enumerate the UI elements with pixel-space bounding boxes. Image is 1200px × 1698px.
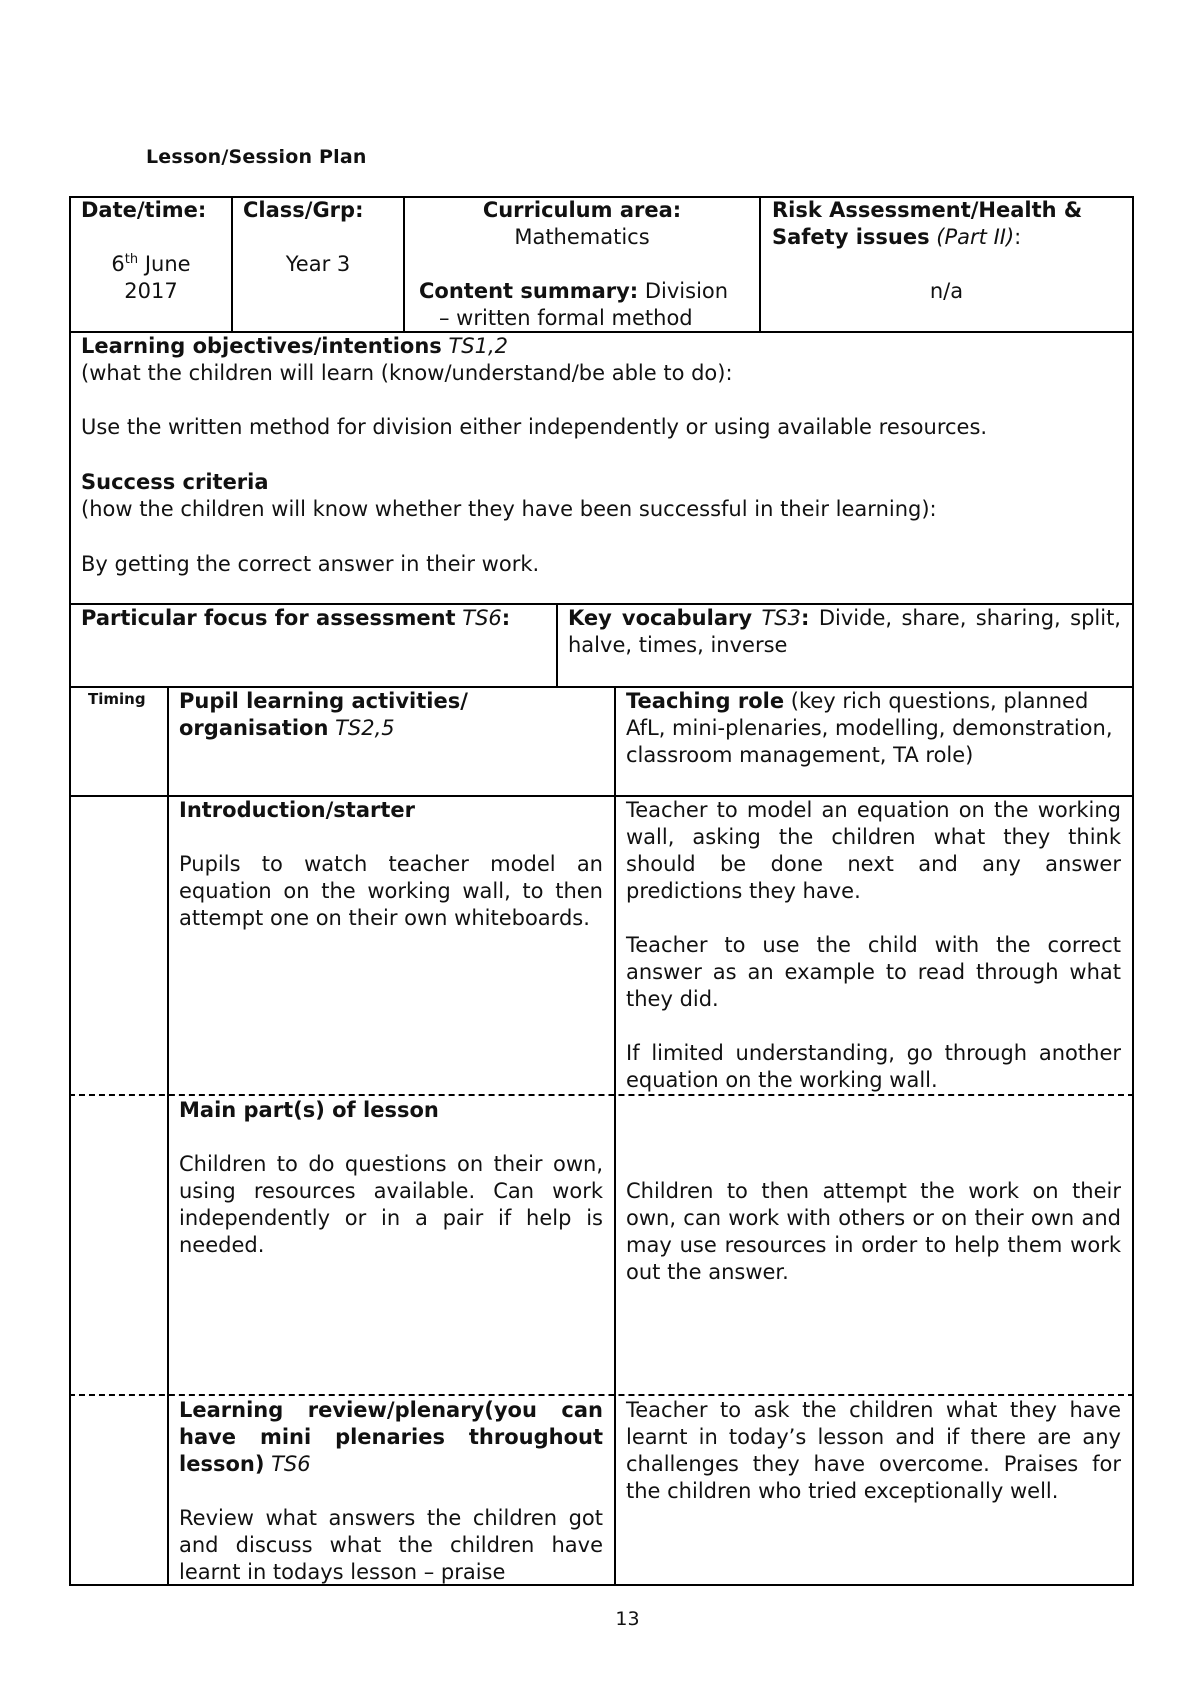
divider: [556, 603, 558, 687]
objectives-prompt: (what the children will learn (know/understand/be able to do):: [81, 361, 733, 385]
assessment-focus: Particular focus for assessment TS6:: [81, 606, 511, 630]
review-heading: Learning review/plenary(you can have mini plenaries throughout lesson) TS6: [179, 1398, 603, 1476]
divider: [167, 686, 169, 1586]
risk-label: Risk Assessment/Health &: [772, 198, 1083, 222]
intro-teacher-text-2: Teacher to use the child with the correct answer as an example to read through what they did.: [626, 933, 1121, 1011]
class-label: Class/Grp:: [243, 198, 364, 222]
success-prompt: (how the children will know whether they have been successful in their learning):: [81, 497, 937, 521]
curriculum-value: Mathematics: [514, 225, 650, 249]
date-label: Date/time:: [81, 198, 207, 222]
main-pupil-text: Children to do questions on their own, using resources available. Can work independently or in a pair if help is needed.: [179, 1152, 603, 1257]
content-summary: Content summary: Division: [419, 279, 729, 303]
pupil-activities-header-line2: organisation TS2,5: [179, 716, 395, 740]
success-heading: Success criteria: [81, 470, 269, 494]
pupil-activities-header: Pupil learning activities/: [179, 689, 468, 713]
timing-header: Timing: [88, 690, 146, 708]
objectives-text: Use the written method for division either independently or using available resources.: [81, 415, 988, 439]
section-divider: [69, 1094, 1134, 1096]
main-teacher-text: Children to then attempt the work on their own, can work with others or on their own and may use resources in order to help them work out the answer.: [626, 1179, 1121, 1284]
class-value: Year 3: [285, 252, 351, 276]
risk-value: n/a: [929, 279, 964, 303]
date-year: 2017: [124, 279, 178, 303]
page-number: 13: [615, 1608, 640, 1630]
teaching-role-header: Teaching role (key rich questions, planned AfL, mini-plenaries, modelling, demonstration, classroom management, TA role): [626, 689, 1113, 767]
curriculum-label: Curriculum area:: [482, 198, 682, 222]
intro-teacher-text: Teacher to model an equation on the working wall, asking the children what they think should be done next and any answer predictions they have.: [626, 798, 1121, 903]
intro-pupil-text: Pupils to watch teacher model an equation on the working wall, to then attempt one on their own whiteboards.: [179, 852, 603, 930]
section-divider: [69, 1394, 1134, 1396]
review-teacher-text: Teacher to ask the children what they have learnt in today’s lesson and if there are any challenges they have overcome. Praises for the children who tried exceptionally well.: [626, 1398, 1121, 1503]
main-heading: Main part(s) of lesson: [179, 1098, 439, 1122]
intro-heading: Introduction/starter: [179, 798, 416, 822]
date-value: 6th June: [111, 252, 191, 276]
divider: [759, 196, 761, 332]
key-vocabulary: Key vocabulary TS3: Divide, share, sharing, split, halve, times, inverse: [568, 606, 1121, 657]
intro-teacher-text-3: If limited understanding, go through another equation on the working wall.: [626, 1041, 1121, 1092]
success-text: By getting the correct answer in their work.: [81, 552, 540, 576]
objectives-heading: Learning objectives/intentions TS1,2: [81, 334, 509, 358]
page-title: Lesson/Session Plan: [146, 146, 367, 168]
risk-label-line2: Safety issues (Part II):: [772, 225, 1022, 249]
content-summary-cont: – written formal method: [439, 306, 693, 330]
divider: [614, 686, 616, 1586]
review-pupil-text: Review what answers the children got and discuss what the children have learnt in todays lesson – praise: [179, 1506, 603, 1584]
